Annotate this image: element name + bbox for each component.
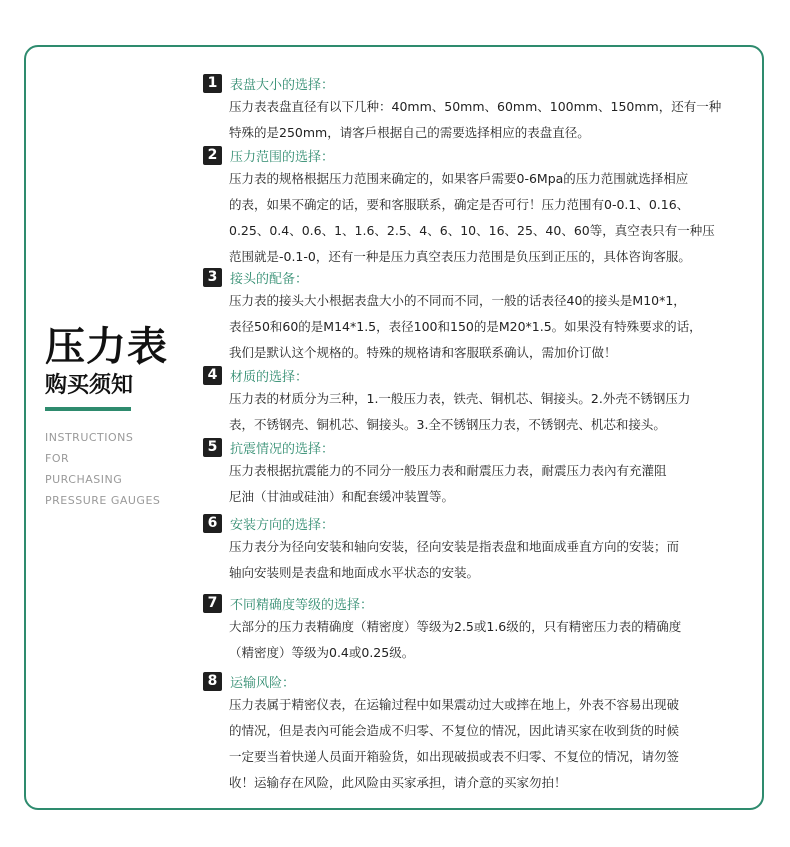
section-number: 4 xyxy=(203,366,222,385)
section-pressure-range xyxy=(203,144,763,270)
section-connector xyxy=(203,266,763,366)
section-title: 安装方向的选择： xyxy=(230,517,335,533)
section-number: 3 xyxy=(203,268,222,287)
section-number: 6 xyxy=(203,514,222,533)
section-text: 压力表的规格根据压力范围来确定的，如果客戶需要0-6Mpa的压力范围就选择相应 的表，如果不确定的话，要和客服联系，确定是否可行！压力范围有0-0.1、0.16、 0.25、0.4、0.6、1、1.6、2.5、4、6、10、16、25、40、60等，真空表只有一种压 范围就是-0.1-0，还有一种是压力真空表压力范围是负压到正压的，具体咨询客服。 xyxy=(229,171,715,264)
section-text: 压力表根据抗震能力的不同分一般压力表和耐震压力表，耐震压力表內有充灌阻 尼油（甘油或硅油）和配套缓冲装置等。 xyxy=(229,463,667,504)
english-caption xyxy=(45,427,185,511)
section-number: 8 xyxy=(203,672,222,691)
section-mounting xyxy=(203,512,763,586)
section-title: 抗震情况的选择： xyxy=(230,441,335,457)
section-shipping-risk xyxy=(203,670,763,796)
section-number: 5 xyxy=(203,438,222,457)
section-title: 接头的配备： xyxy=(230,271,309,287)
english-line: FOR xyxy=(45,452,70,465)
page-title: 压力表 xyxy=(45,324,168,370)
title-underline xyxy=(45,407,131,411)
section-shockproof xyxy=(203,436,763,510)
section-title: 表盘大小的选择： xyxy=(230,77,335,93)
page-subtitle: 购买须知 xyxy=(45,373,134,398)
section-text: 压力表属于精密仪表，在运输过程中如果震动过大或摔在地上，外表不容易出现破 的情况，但是表內可能会造成不归零、不复位的情况，因此请买家在收到货的时候 一定要当着快递人员面开箱验货，如出现破损或表不归零、不复位的情况，请勿签 收！运输存在风险，此风险由买家承担，请介意的买家勿拍！ xyxy=(229,697,680,790)
section-number: 2 xyxy=(203,146,222,165)
section-title: 压力范围的选择： xyxy=(230,149,335,165)
section-text: 大部分的压力表精确度（精密度）等级为2.5或1.6级的，只有精密压力表的精确度 （精密度）等级为0.4或0.25级。 xyxy=(229,619,682,660)
section-text: 压力表的材质分为三种，1.一般压力表，铁壳、铜机芯、铜接头。2.外壳不锈钢压力 表，不锈钢壳、铜机芯、铜接头。3.全不锈钢压力表，不锈钢壳、机芯和接头。 xyxy=(229,391,691,432)
section-text: 压力表表盘直径有以下几种：40mm、50mm、60mm、100mm、150mm，还有一种 特殊的是250mm，请客戶根据自己的需要选择相应的表盘直径。 xyxy=(229,99,722,140)
section-title: 运输风险： xyxy=(230,675,296,691)
sidebar xyxy=(45,325,185,511)
english-line: PRESSURE GAUGES xyxy=(45,494,161,507)
english-line: INSTRUCTIONS xyxy=(45,431,134,444)
section-material xyxy=(203,364,763,438)
section-title: 不同精确度等级的选择： xyxy=(230,597,374,613)
section-title: 材质的选择： xyxy=(230,369,309,385)
section-number: 7 xyxy=(203,594,222,613)
section-text: 压力表的接头大小根据表盘大小的不同而不同，一般的话表径40的接头是M10*1， 表径50和60的是M14*1.5，表径100和150的是M20*1.5。如果没有特殊要求的话， 我们是默认这个规格的。特殊的规格请和客服联系确认，需加价订做！ xyxy=(229,293,702,360)
section-dial-size xyxy=(203,72,763,146)
english-line: PURCHASING xyxy=(45,473,123,486)
section-number: 1 xyxy=(203,74,222,93)
section-accuracy xyxy=(203,592,763,666)
section-text: 压力表分为径向安装和轴向安装，径向安装是指表盘和地面成垂直方向的安装；而 轴向安装则是表盘和地面成水平状态的安装。 xyxy=(229,539,680,580)
